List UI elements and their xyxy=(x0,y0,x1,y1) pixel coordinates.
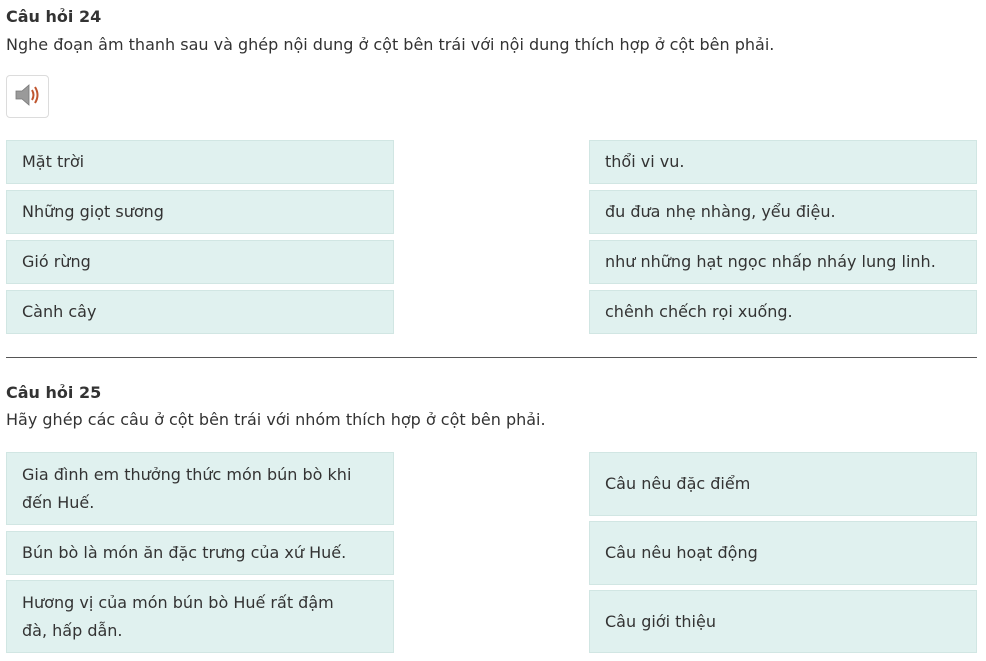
item-text: đu đưa nhẹ nhàng, yểu điệu. xyxy=(605,202,836,221)
q24-right-item-3[interactable] xyxy=(589,240,977,284)
q24-left-item-4[interactable] xyxy=(6,290,394,334)
item-text: Bún bò là món ăn đặc trưng của xứ Huế. xyxy=(22,543,347,562)
q24-right-item-2[interactable] xyxy=(589,190,977,234)
item-text: chênh chếch rọi xuống. xyxy=(605,302,793,321)
q24-right-item-4[interactable] xyxy=(589,290,977,334)
question-24-title: Câu hỏi 24 xyxy=(6,7,102,26)
question-24-instruction: Nghe đoạn âm thanh sau và ghép nội dung ở cột bên trái với nội dung thích hợp ở cột bên phải. xyxy=(6,35,775,54)
item-text: Gió rừng xyxy=(22,252,91,271)
q24-right-item-1[interactable] xyxy=(589,140,977,184)
item-text: Câu giới thiệu xyxy=(605,611,716,631)
item-text: Những giọt sương xyxy=(22,202,164,221)
item-text: Câu nêu đặc điểm xyxy=(605,474,751,493)
item-text: Gia đình em thưởng thức món bún bò khi đến Huế. xyxy=(22,464,352,512)
q25-right-item-3[interactable] xyxy=(589,590,977,653)
q25-right-item-2[interactable] xyxy=(589,521,977,585)
q25-left-item-1[interactable] xyxy=(6,452,394,525)
item-text: như những hạt ngọc nhấp nháy lung linh. xyxy=(605,252,936,271)
q25-left-item-2[interactable] xyxy=(6,531,394,575)
item-text: Hương vị của món bún bò Huế rất đậm đà, hấp dẫn. xyxy=(22,592,334,640)
item-text: Mặt trời xyxy=(22,152,85,171)
q24-left-item-1[interactable] xyxy=(6,140,394,184)
speaker-icon xyxy=(13,82,43,112)
question-25-instruction: Hãy ghép các câu ở cột bên trái với nhóm thích hợp ở cột bên phải. xyxy=(6,410,546,429)
q24-left-item-2[interactable] xyxy=(6,190,394,234)
q24-left-item-3[interactable] xyxy=(6,240,394,284)
item-text: Cành cây xyxy=(22,302,97,321)
section-divider xyxy=(6,357,977,358)
q25-left-item-3[interactable] xyxy=(6,580,394,653)
item-text: Câu nêu hoạt động xyxy=(605,543,758,562)
item-text: thổi vi vu. xyxy=(605,152,685,171)
q25-right-item-1[interactable] xyxy=(589,452,977,516)
audio-play-button[interactable] xyxy=(6,75,49,118)
question-25-title: Câu hỏi 25 xyxy=(6,383,102,402)
